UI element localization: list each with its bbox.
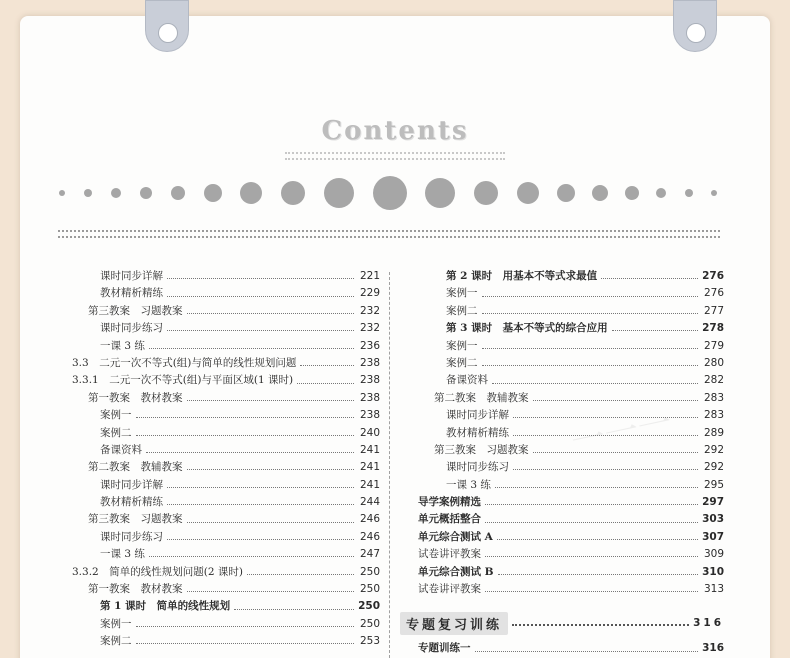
toc-entry-label: 教材精析精练 [100, 496, 163, 509]
toc-entry-page: 250 [359, 565, 380, 578]
toc-entry-page: 238 [359, 409, 380, 422]
dot-leader [136, 435, 355, 436]
watermark: 一一一 [567, 402, 676, 464]
toc-entry-label: 案例二 [100, 426, 132, 439]
toc-entry[interactable] [72, 303, 380, 320]
ornament-dot [474, 181, 498, 205]
toc-entry[interactable] [400, 606, 724, 640]
toc-entry-page: 250 [359, 583, 380, 596]
toc-entry-page: 276 [703, 287, 724, 300]
ornament-dot [685, 189, 693, 197]
toc-entry-label: 3.3 二元一次不等式(组)与简单的线性规划问题 [72, 356, 297, 369]
toc-entry-label: 单元综合测试 A [418, 530, 493, 543]
dot-leader [167, 296, 354, 297]
toc-entry[interactable] [418, 529, 724, 546]
toc-entry-page: 241 [359, 461, 380, 474]
toc-entry-label: 课时同步练习 [100, 322, 163, 335]
dot-leader [485, 522, 698, 523]
ornament-dot [625, 186, 639, 200]
toc-entry[interactable] [72, 546, 380, 563]
toc-entry-label: 课时同步练习 [446, 461, 509, 474]
dot-leader [136, 626, 355, 627]
toc-entry-label: 试卷讲评教案 [418, 583, 481, 596]
dot-leader [300, 365, 354, 366]
dot-leader [492, 383, 698, 384]
toc-entry-page: 289 [703, 426, 724, 439]
toc-entry-label: 案例二 [446, 304, 478, 317]
toc-entry[interactable] [72, 581, 380, 598]
toc-entry-label: 第 2 课时 用基本不等式求最值 [446, 270, 598, 282]
dot-leader [187, 522, 355, 523]
decorative-dot-row [0, 165, 790, 225]
ornament-dot [204, 184, 222, 202]
toc-entry[interactable] [72, 529, 380, 546]
toc-entry[interactable] [72, 320, 380, 337]
clip-hole [686, 23, 706, 43]
toc-entry-page: 232 [359, 304, 380, 317]
toc-entry-page: 307 [702, 530, 724, 543]
toc-entry[interactable] [72, 442, 380, 459]
toc-entry-label: 课时同步详解 [446, 409, 509, 422]
toc-entry-page: 309 [703, 548, 724, 561]
dot-leader [475, 651, 699, 652]
header-rule [58, 230, 720, 238]
toc-entry-label: 课时同步详解 [100, 270, 163, 282]
toc-entry-page: 236 [359, 339, 380, 352]
toc-entry-label: 第 3 课时 基本不等式的综合应用 [446, 322, 608, 335]
ornament-dot [59, 190, 65, 196]
toc-entry-page: 250 [358, 600, 380, 613]
toc-entry[interactable] [418, 268, 724, 285]
toc-entry-page: 244 [359, 496, 380, 509]
dot-leader [485, 591, 698, 592]
title-ornament [285, 152, 505, 160]
dot-leader [167, 504, 354, 505]
contents-heading: Contents [321, 116, 469, 146]
dot-leader [533, 400, 699, 401]
toc-entry-page: 282 [703, 374, 724, 387]
toc-entry[interactable] [418, 303, 724, 320]
toc-entry-page: 247 [359, 548, 380, 561]
toc-entry-label: 案例一 [100, 617, 132, 630]
toc-entry[interactable] [72, 598, 380, 615]
toc-entry-page: 316 [702, 642, 724, 655]
ornament-dot [84, 189, 92, 197]
toc-entry-page: 253 [359, 635, 380, 648]
ornament-dot [171, 186, 185, 200]
toc-entry[interactable] [418, 320, 724, 337]
toc-entry-label: 第二教案 教辅教案 [434, 391, 529, 404]
binder-clip-right [673, 0, 717, 52]
dot-leader [612, 330, 698, 331]
toc-entry-label: 备课资料 [446, 374, 488, 387]
toc-entry-page: 280 [703, 356, 724, 369]
toc-entry-page: 297 [702, 496, 724, 509]
dot-leader [149, 348, 354, 349]
toc-entry-page: 276 [702, 270, 724, 282]
toc-entry[interactable] [72, 494, 380, 511]
toc-entry-page: 232 [359, 322, 380, 335]
ornament-dot [281, 181, 305, 205]
dot-leader [485, 556, 698, 557]
toc-entry-page: 316 [693, 617, 724, 630]
dot-leader [167, 487, 354, 488]
toc-entry-page: 277 [703, 304, 724, 317]
toc-entry-label: 案例一 [446, 287, 478, 300]
dot-leader [149, 556, 354, 557]
toc-entry[interactable] [72, 372, 380, 389]
toc-entry-page: 246 [359, 530, 380, 543]
dot-leader [482, 296, 699, 297]
toc-entry[interactable] [72, 390, 380, 407]
toc-entry-label: 导学案例精选 [418, 496, 481, 509]
column-divider [389, 272, 390, 658]
dot-leader [485, 504, 698, 505]
toc-entry[interactable] [418, 546, 724, 563]
toc-entry-label: 一课 3 练 [446, 478, 491, 491]
toc-entry-page: 283 [703, 409, 724, 422]
toc-entry-label: 试卷讲评教案 [418, 548, 481, 561]
dot-leader [495, 487, 698, 488]
dot-leader [601, 278, 698, 279]
toc-entry-label: 第一教案 教材教案 [88, 391, 183, 404]
dot-leader [482, 348, 699, 349]
toc-entry-label: 第一教案 教材教案 [88, 583, 183, 596]
dot-leader [247, 574, 354, 575]
toc-entry-label: 第三教案 习题教案 [88, 513, 183, 526]
toc-entry-page: 295 [703, 478, 724, 491]
toc-entry-page: 241 [359, 478, 380, 491]
toc-entry[interactable] [418, 459, 724, 476]
clip-hole [158, 23, 178, 43]
toc-entry-label: 一课 3 练 [100, 548, 145, 561]
toc-entry[interactable] [72, 616, 380, 633]
toc-entry[interactable] [418, 338, 724, 355]
ornament-dot [656, 188, 666, 198]
toc-entry-label: 一课 3 练 [100, 339, 145, 352]
toc-entry[interactable] [418, 511, 724, 528]
toc-entry-label: 课时同步详解 [100, 478, 163, 491]
toc-entry-page: 238 [359, 356, 380, 369]
toc-entry-page: 283 [703, 391, 724, 404]
dot-leader [167, 539, 354, 540]
toc-entry[interactable] [418, 564, 724, 581]
toc-entry-label: 3.3.2 简单的线性规划问题(2 课时) [72, 565, 243, 578]
toc-entry-page: 292 [703, 443, 724, 456]
toc-entry[interactable] [72, 425, 380, 442]
dot-leader [513, 469, 698, 470]
dot-leader [512, 624, 689, 626]
dot-leader [136, 417, 355, 418]
dot-leader [498, 574, 698, 575]
toc-entry-label: 备课资料 [100, 443, 142, 456]
toc-entry-page: 238 [359, 391, 380, 404]
ornament-dot [240, 182, 262, 204]
dot-leader [187, 313, 355, 314]
toc-entry-page: 292 [703, 461, 724, 474]
toc-entry[interactable] [418, 355, 724, 372]
dot-leader [482, 365, 699, 366]
dot-leader [482, 313, 699, 314]
toc-entry-page: 310 [702, 565, 724, 578]
toc-entry-label: 第三教案 习题教案 [88, 304, 183, 317]
toc-entry[interactable] [418, 442, 724, 459]
dot-leader [187, 591, 355, 592]
ornament-dot [324, 178, 354, 208]
toc-right-column [406, 268, 724, 658]
toc-entry-page: 246 [359, 513, 380, 526]
toc-entry[interactable] [72, 268, 380, 285]
toc-entry-page: 278 [702, 322, 724, 335]
toc-entry-label: 单元概括整合 [418, 513, 481, 526]
toc-entry[interactable] [418, 640, 724, 657]
toc-entry[interactable] [418, 494, 724, 511]
toc-entry[interactable] [72, 285, 380, 302]
dot-leader [187, 400, 355, 401]
toc-left-column [72, 268, 380, 651]
toc-entry[interactable] [418, 372, 724, 389]
toc-entry-page: 279 [703, 339, 724, 352]
toc-entry[interactable] [418, 285, 724, 302]
binder-clip-left [145, 0, 189, 52]
ornament-dot [517, 182, 539, 204]
toc-entry-label: 课时同步练习 [100, 530, 163, 543]
toc-entry[interactable] [72, 355, 380, 372]
ornament-dot [711, 190, 717, 196]
ornament-dot [111, 188, 121, 198]
toc-entry-label: 案例二 [100, 635, 132, 648]
toc-entry-label: 案例一 [446, 339, 478, 352]
dot-leader [167, 330, 354, 331]
toc-entry-page: 229 [359, 287, 380, 300]
toc-entry-label: 专题训练一 [418, 642, 471, 655]
dot-leader [234, 609, 354, 610]
toc-entry-page: 313 [703, 583, 724, 596]
ornament-dot [425, 178, 455, 208]
toc-entry-page: 241 [359, 443, 380, 456]
toc-entry[interactable] [72, 407, 380, 424]
toc-entry-label: 案例二 [446, 356, 478, 369]
toc-entry-label: 教材精析精练 [100, 287, 163, 300]
toc-entry[interactable] [72, 564, 380, 581]
toc-entry[interactable] [72, 338, 380, 355]
toc-entry-label: 第二教案 教辅教案 [88, 461, 183, 474]
toc-entry-page: 221 [359, 270, 380, 282]
toc-entry-label: 单元综合测试 B [418, 565, 494, 578]
ornament-dot [557, 184, 575, 202]
ornament-dot [373, 176, 407, 210]
toc-entry-page: 250 [359, 617, 380, 630]
toc-entry-label: 案例一 [100, 409, 132, 422]
toc-entry-label: 第 1 课时 简单的线性规划 [100, 600, 231, 613]
toc-entry-page: 240 [359, 426, 380, 439]
toc-entry-label: 3.3.1 二元一次不等式(组)与平面区域(1 课时) [72, 374, 294, 387]
toc-entry[interactable] [72, 511, 380, 528]
toc-entry[interactable] [72, 633, 380, 650]
dot-leader [187, 469, 355, 470]
ornament-dot [592, 185, 608, 201]
toc-entry-label: 教材精析精练 [446, 426, 509, 439]
toc-entry[interactable] [418, 390, 724, 407]
toc-entry-label: 专题复习训练 [400, 612, 508, 635]
dot-leader [497, 539, 698, 540]
dot-leader [167, 278, 354, 279]
toc-entry[interactable] [418, 581, 724, 598]
toc-entry-label: 第三教案 习题教案 [434, 443, 529, 456]
ornament-dot [140, 187, 152, 199]
toc-entry-page: 238 [359, 374, 380, 387]
toc-entry[interactable] [72, 459, 380, 476]
toc-entry[interactable] [418, 477, 724, 494]
toc-entry[interactable] [72, 477, 380, 494]
dot-leader [136, 643, 355, 644]
dot-leader [146, 452, 354, 453]
toc-entry-page: 303 [702, 513, 724, 526]
dot-leader [297, 383, 354, 384]
